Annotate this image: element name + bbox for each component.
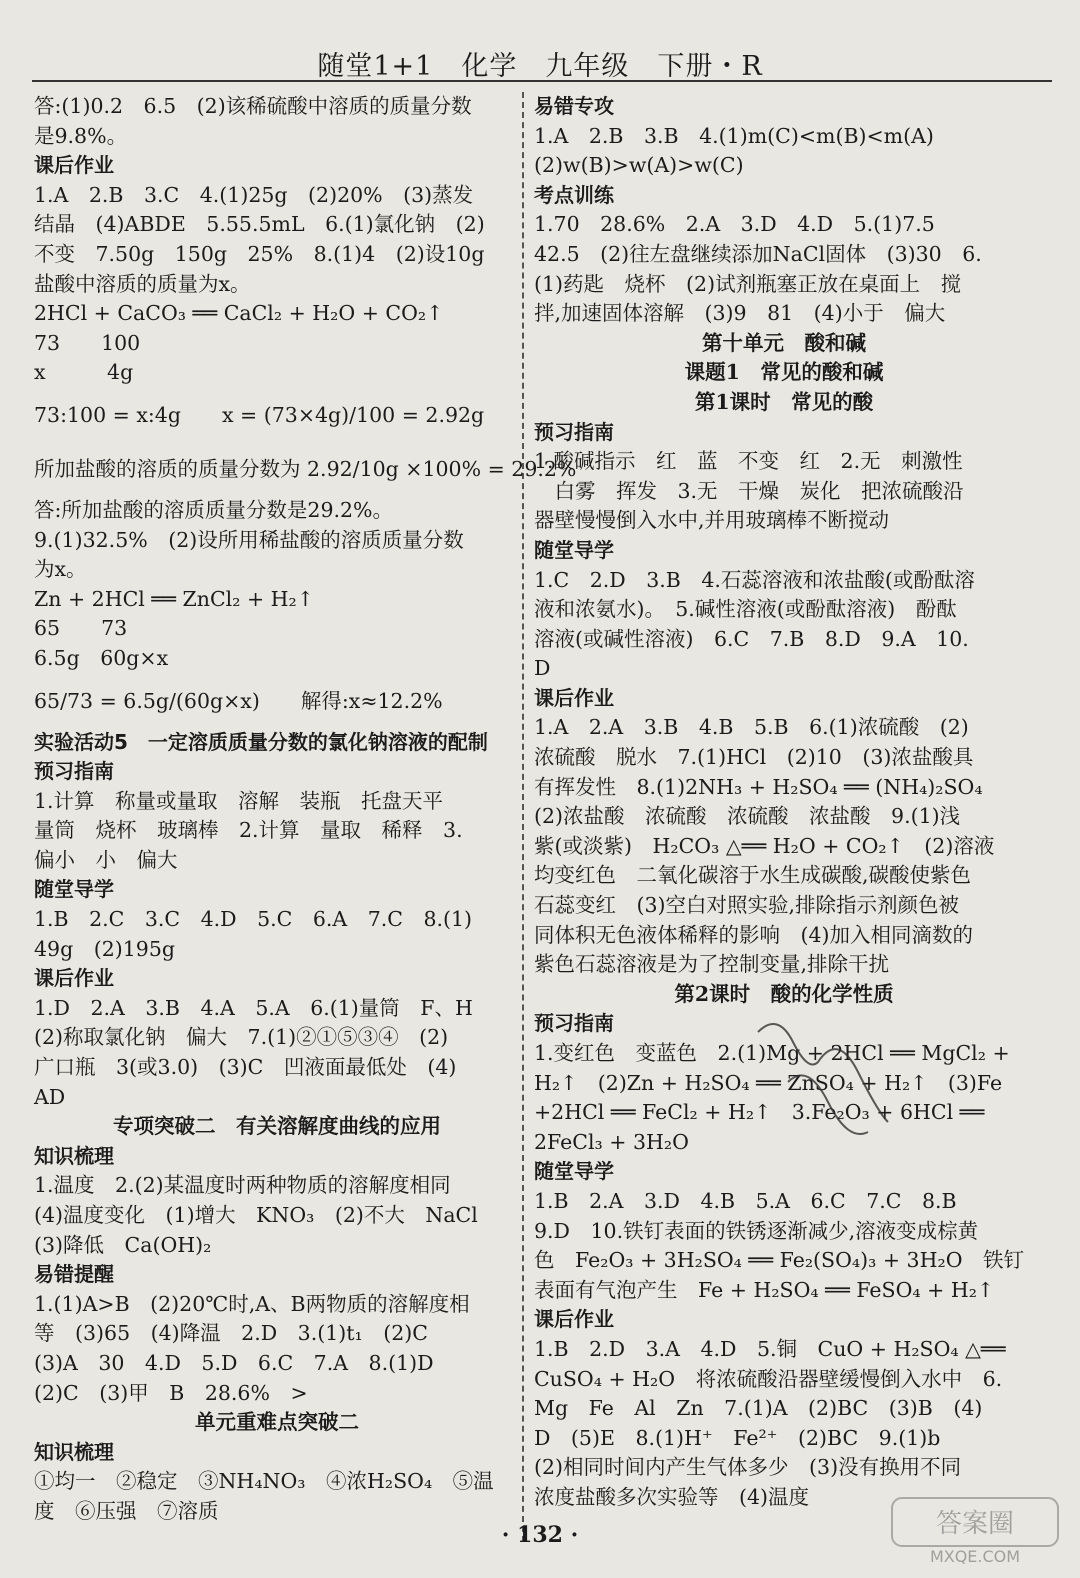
answer-line: 等 (3)65 (4)降温 2.D 3.(1)t₁ (2)C [34, 1321, 428, 1346]
answer-line: 为x。 [34, 557, 87, 582]
answer-line: 色 Fe₂O₃ + 3H₂SO₄ ══ Fe₂(SO₄)₃ + 3H₂O 铁钉 [534, 1248, 1024, 1273]
answer-line: (2)称取氯化钠 偏大 7.(1)②①⑤③④ (2) [34, 1025, 449, 1050]
answer-line: 浓度盐酸多次实验等 (4)温度 [534, 1484, 810, 1509]
answer-line: +2HCl ══ FeCl₂ + H₂↑ 3.Fe₂O₃ + 6HCl ══ [534, 1100, 985, 1125]
chapter-heading: 第2课时 酸的化学性质 [674, 981, 894, 1006]
answer-line: D [534, 656, 551, 681]
answer-line: 1.A 2.B 3.C 4.(1)25g (2)20% (3)蒸发 [34, 182, 474, 207]
answer-line: 偏小 小 偏大 [34, 847, 178, 872]
answer-line: 不变 7.50g 150g 25% 8.(1)4 (2)设10g [34, 241, 485, 266]
answer-line: 答:(1)0.2 6.5 (2)该稀硫酸中溶质的质量分数 [34, 94, 472, 118]
answer-line: 2HCl + CaCO₃ ══ CaCl₂ + H₂O + CO₂↑ [34, 301, 444, 326]
answer-line: 9.D 10.铁钉表面的铁锈逐渐减少,溶液变成棕黄 [534, 1218, 979, 1243]
page-number: · 132 · [501, 1522, 579, 1548]
section-heading: 实验活动5 一定溶质质量分数的氯化钠溶液的配制 [34, 729, 488, 754]
right-column [534, 92, 1034, 1513]
section-heading: 易错提醒 [34, 1262, 114, 1287]
answer-line: 1.B 2.D 3.A 4.D 5.铜 CuO + H₂SO₄ △══ [534, 1336, 1006, 1361]
equation-line: 73:100 = x:4g x = (73×4g)/100 = 2.92g [34, 402, 485, 427]
header-rule [32, 80, 1052, 82]
answer-line: 1.B 2.C 3.C 4.D 5.C 6.A 7.C 8.(1) [34, 907, 473, 932]
answer-line: 均变红色 二氧化碳溶于水生成碳酸,碳酸使紫色 [534, 863, 972, 888]
answer-line: 1.(1)A>B (2)20℃时,A、B两物质的溶解度相 [34, 1291, 470, 1316]
section-heading: 课后作业 [34, 153, 114, 178]
answer-line: H₂↑ (2)Zn + H₂SO₄ ══ ZnSO₄ + H₂↑ (3)Fe [534, 1070, 1003, 1095]
answer-line: ①均一 ②稳定 ③NH₄NO₃ ④浓H₂SO₄ ⑤温 [34, 1469, 494, 1494]
answer-line: 42.5 (2)往左盘继续添加NaCl固体 (3)30 6. [534, 241, 982, 266]
section-heading: 预习指南 [534, 419, 614, 444]
svg-text:MXQE.COM: MXQE.COM [929, 1547, 1021, 1566]
answer-line: 1.D 2.A 3.B 4.A 5.A 6.(1)量筒 F、H [34, 995, 473, 1020]
answer-line: (2)w(B)>w(A)>w(C) [534, 153, 744, 178]
answer-line: 2FeCl₃ + 3H₂O [534, 1129, 689, 1154]
answer-line: 器壁慢慢倒入水中,并用玻璃棒不断搅动 [534, 508, 890, 533]
section-heading: 预习指南 [534, 1011, 614, 1036]
section-heading: 课后作业 [534, 1307, 614, 1332]
answer-line: (2)相同时间内产生气体多少 (3)没有换用不同 [534, 1455, 962, 1480]
answer-line: 拌,加速固体溶解 (3)9 81 (4)小于 偏大 [534, 301, 946, 326]
answer-line: 1.计算 称量或量取 溶解 装瓶 托盘天平 [34, 788, 444, 813]
answer-line: 1.变红色 变蓝色 2.(1)Mg + 2HCl ══ MgCl₂ + [534, 1041, 1010, 1065]
answer-line: 广口瓶 3(或3.0) (3)C 凹液面最低处 (4) [34, 1055, 457, 1080]
answer-line: (1)药匙 烧杯 (2)试剂瓶塞正放在桌面上 搅 [534, 271, 962, 296]
section-heading: 课后作业 [534, 685, 614, 710]
section-heading: 课后作业 [34, 966, 114, 991]
answer-line: 同体积无色液体稀释的影响 (4)加入相同滴数的 [534, 922, 974, 947]
answer-line: Mg Fe Al Zn 7.(1)A (2)BC (3)B (4) [534, 1396, 983, 1421]
section-heading: 易错专攻 [534, 94, 614, 118]
answer-line: 度 ⑥压强 ⑦溶质 [34, 1498, 219, 1523]
answer-line: 1.A 2.A 3.B 4.B 5.B 6.(1)浓硫酸 (2) [534, 715, 969, 740]
pen-scribble [748, 1002, 898, 1152]
answer-line: AD [34, 1084, 66, 1109]
watermark-logo [890, 1496, 1060, 1568]
equation-line: 65/73 = 6.5g/(60g×x) 解得:x≈12.2% [34, 688, 443, 713]
answer-line: 1.C 2.D 3.B 4.石蕊溶液和浓盐酸(或酚酞溶 [534, 567, 975, 592]
answer-line: (3)降低 Ca(OH)₂ [34, 1232, 212, 1257]
answer-line: 1.酸碱指示 红 蓝 不变 红 2.无 刺激性 [534, 449, 963, 474]
answer-line: 49g (2)195g [34, 936, 175, 961]
answer-line: 浓硫酸 脱水 7.(1)HCl (2)10 (3)浓盐酸具 [534, 745, 974, 770]
chapter-heading: 课题1 常见的酸和碱 [684, 360, 884, 385]
answer-line: 1.B 2.A 3.D 4.B 5.A 6.C 7.C 8.B [534, 1188, 957, 1213]
chapter-heading: 第十单元 酸和碱 [702, 330, 866, 355]
chapter-heading: 专项突破二 有关溶解度曲线的应用 [113, 1114, 441, 1139]
answer-line: Zn + 2HCl ══ ZnCl₂ + H₂↑ [34, 586, 314, 611]
chapter-heading: 第1课时 常见的酸 [694, 389, 874, 414]
answer-line: 1.温度 2.(2)某温度时两种物质的溶解度相同 [34, 1173, 451, 1198]
section-heading: 知识梳理 [34, 1143, 114, 1168]
answer-line: (4)温度变化 (1)增大 KNO₃ (2)不大 NaCl [34, 1203, 478, 1227]
answer-line: 液和浓氨水)。 5.碱性溶液(或酚酞溶液) 酚酞 [534, 597, 957, 622]
answer-line: 结晶 (4)ABDE 5.55.5mL 6.(1)氯化钠 (2) [34, 212, 485, 237]
answer-line: D (5)E 8.(1)H⁺ Fe²⁺ (2)BC 9.(1)b [534, 1425, 941, 1450]
answer-line: 1.70 28.6% 2.A 3.D 4.D 5.(1)7.5 [534, 212, 935, 237]
answer-line: 1.A 2.B 3.B 4.(1)m(C)<m(B)<m(A) [534, 123, 934, 148]
answer-line: 白雾 挥发 3.无 干燥 炭化 把浓硫酸沿 [534, 478, 964, 503]
answer-line: CuSO₄ + H₂O 将浓硫酸沿器壁缓慢倒入水中 6. [534, 1366, 1003, 1391]
page-header: 随堂1+1 化学 九年级 下册・R [317, 51, 763, 82]
section-heading: 考点训练 [534, 182, 614, 207]
answer-line: 是9.8%。 [34, 123, 128, 148]
answer-line: 65 73 [34, 616, 128, 641]
answer-line: (2)C (3)甲 B 28.6% > [34, 1380, 308, 1405]
column-divider [522, 92, 524, 1542]
svg-text:答案圈: 答案圈 [935, 1509, 1015, 1539]
answer-line: (3)A 30 4.D 5.D 6.C 7.A 8.(1)D [34, 1350, 434, 1375]
answer-line: 溶液(或碱性溶液) 6.C 7.B 8.D 9.A 10. [534, 626, 969, 651]
answer-line: 盐酸中溶质的质量为x。 [34, 271, 251, 296]
equation-line: 所加盐酸的溶质的质量分数为 2.92/10g ×100% = 29.2% [34, 456, 577, 481]
section-heading: 随堂导学 [534, 1159, 614, 1184]
answer-line: 表面有气泡产生 Fe + H₂SO₄ ══ FeSO₄ + H₂↑ [534, 1277, 995, 1302]
section-heading: 随堂导学 [534, 537, 614, 562]
answer-line: 石蕊变红 (3)空白对照实验,排除指示剂颜色被 [534, 893, 960, 918]
answer-line: 有挥发性 8.(1)2NH₃ + H₂SO₄ ══ (NH₄)₂SO₄ [534, 774, 983, 799]
answer-line: x 4g [34, 360, 134, 385]
answer-line: 紫色石蕊溶液是为了控制变量,排除干扰 [534, 952, 890, 977]
answer-line: 73 100 [34, 330, 141, 355]
section-heading: 知识梳理 [34, 1439, 114, 1464]
chapter-heading: 单元重难点突破二 [195, 1410, 359, 1435]
answer-line: 量筒 烧杯 玻璃棒 2.计算 量取 稀释 3. [34, 818, 463, 843]
answer-line: 9.(1)32.5% (2)设所用稀盐酸的溶质质量分数 [34, 527, 464, 552]
section-heading: 随堂导学 [34, 877, 114, 902]
section-heading: 预习指南 [34, 759, 114, 784]
answer-line: 答:所加盐酸的溶质质量分数是29.2%。 [34, 497, 394, 522]
answer-line: 6.5g 60g×x [34, 645, 169, 670]
answer-line: 紫(或淡紫) H₂CO₃ △══ H₂O + CO₂↑ (2)溶液 [534, 833, 995, 858]
answer-line: (2)浓盐酸 浓硫酸 浓硫酸 浓盐酸 9.(1)浅 [534, 804, 961, 829]
